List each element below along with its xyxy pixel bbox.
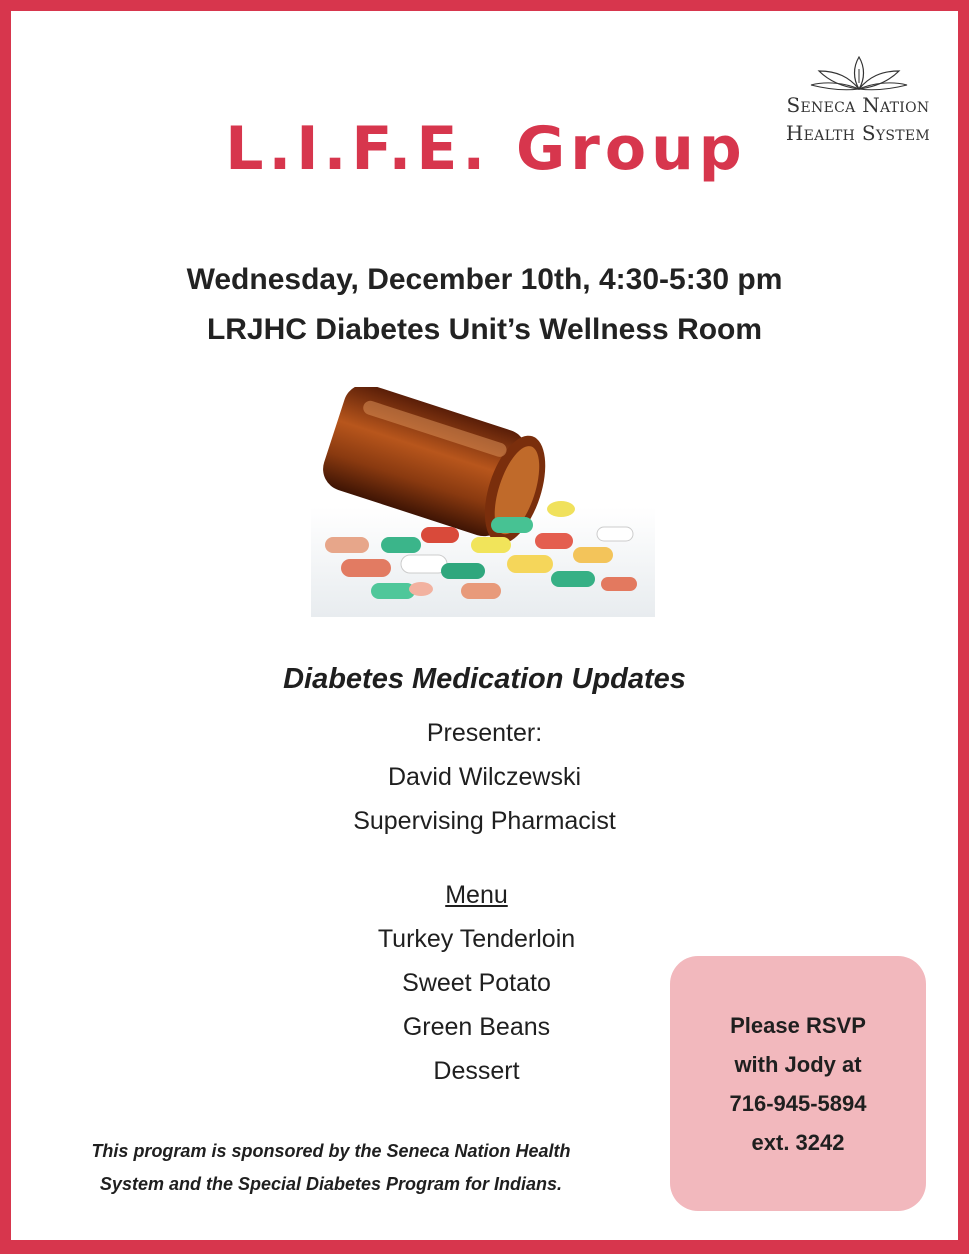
event-details	[11, 255, 958, 355]
sponsor-line-1: This program is sponsored by the Seneca Nation Health	[91, 1141, 571, 1161]
flyer-page	[11, 11, 958, 1240]
menu-item: Green Beans	[402, 1013, 551, 1041]
presenter-name: David Wilczewski	[387, 763, 582, 791]
menu-item: Dessert	[433, 1057, 520, 1085]
lotus-icon	[809, 55, 909, 95]
presenter-label: Presenter:	[426, 719, 543, 747]
menu-item: Turkey Tenderloin	[377, 925, 576, 953]
pill-bottle-image	[311, 387, 655, 617]
rsvp-line-2: with Jody at	[734, 1052, 862, 1077]
page-title: L.I.F.E. Group	[225, 114, 747, 184]
sponsor-line-2: System and the Special Diabetes Program for Indians.	[99, 1174, 563, 1194]
rsvp-extension: ext. 3242	[751, 1130, 845, 1155]
logo-line-1: Seneca Nation	[786, 93, 930, 117]
rsvp-phone: 716-945-5894	[729, 1091, 867, 1116]
sponsor-note	[41, 1135, 621, 1201]
seneca-nation-logo	[763, 45, 953, 165]
menu-item: Sweet Potato	[402, 969, 551, 997]
logo-line-2: Health System	[785, 121, 931, 145]
presenter-block	[11, 711, 958, 843]
session-topic: Diabetes Medication Updates	[283, 663, 686, 695]
event-datetime: Wednesday, December 10th, 4:30-5:30 pm	[186, 263, 783, 296]
presenter-role: Supervising Pharmacist	[353, 807, 616, 835]
event-location: LRJHC Diabetes Unit’s Wellness Room	[206, 313, 763, 346]
rsvp-line-1: Please RSVP	[730, 1013, 866, 1038]
menu-heading: Menu	[445, 881, 508, 909]
rsvp-box	[670, 956, 926, 1211]
